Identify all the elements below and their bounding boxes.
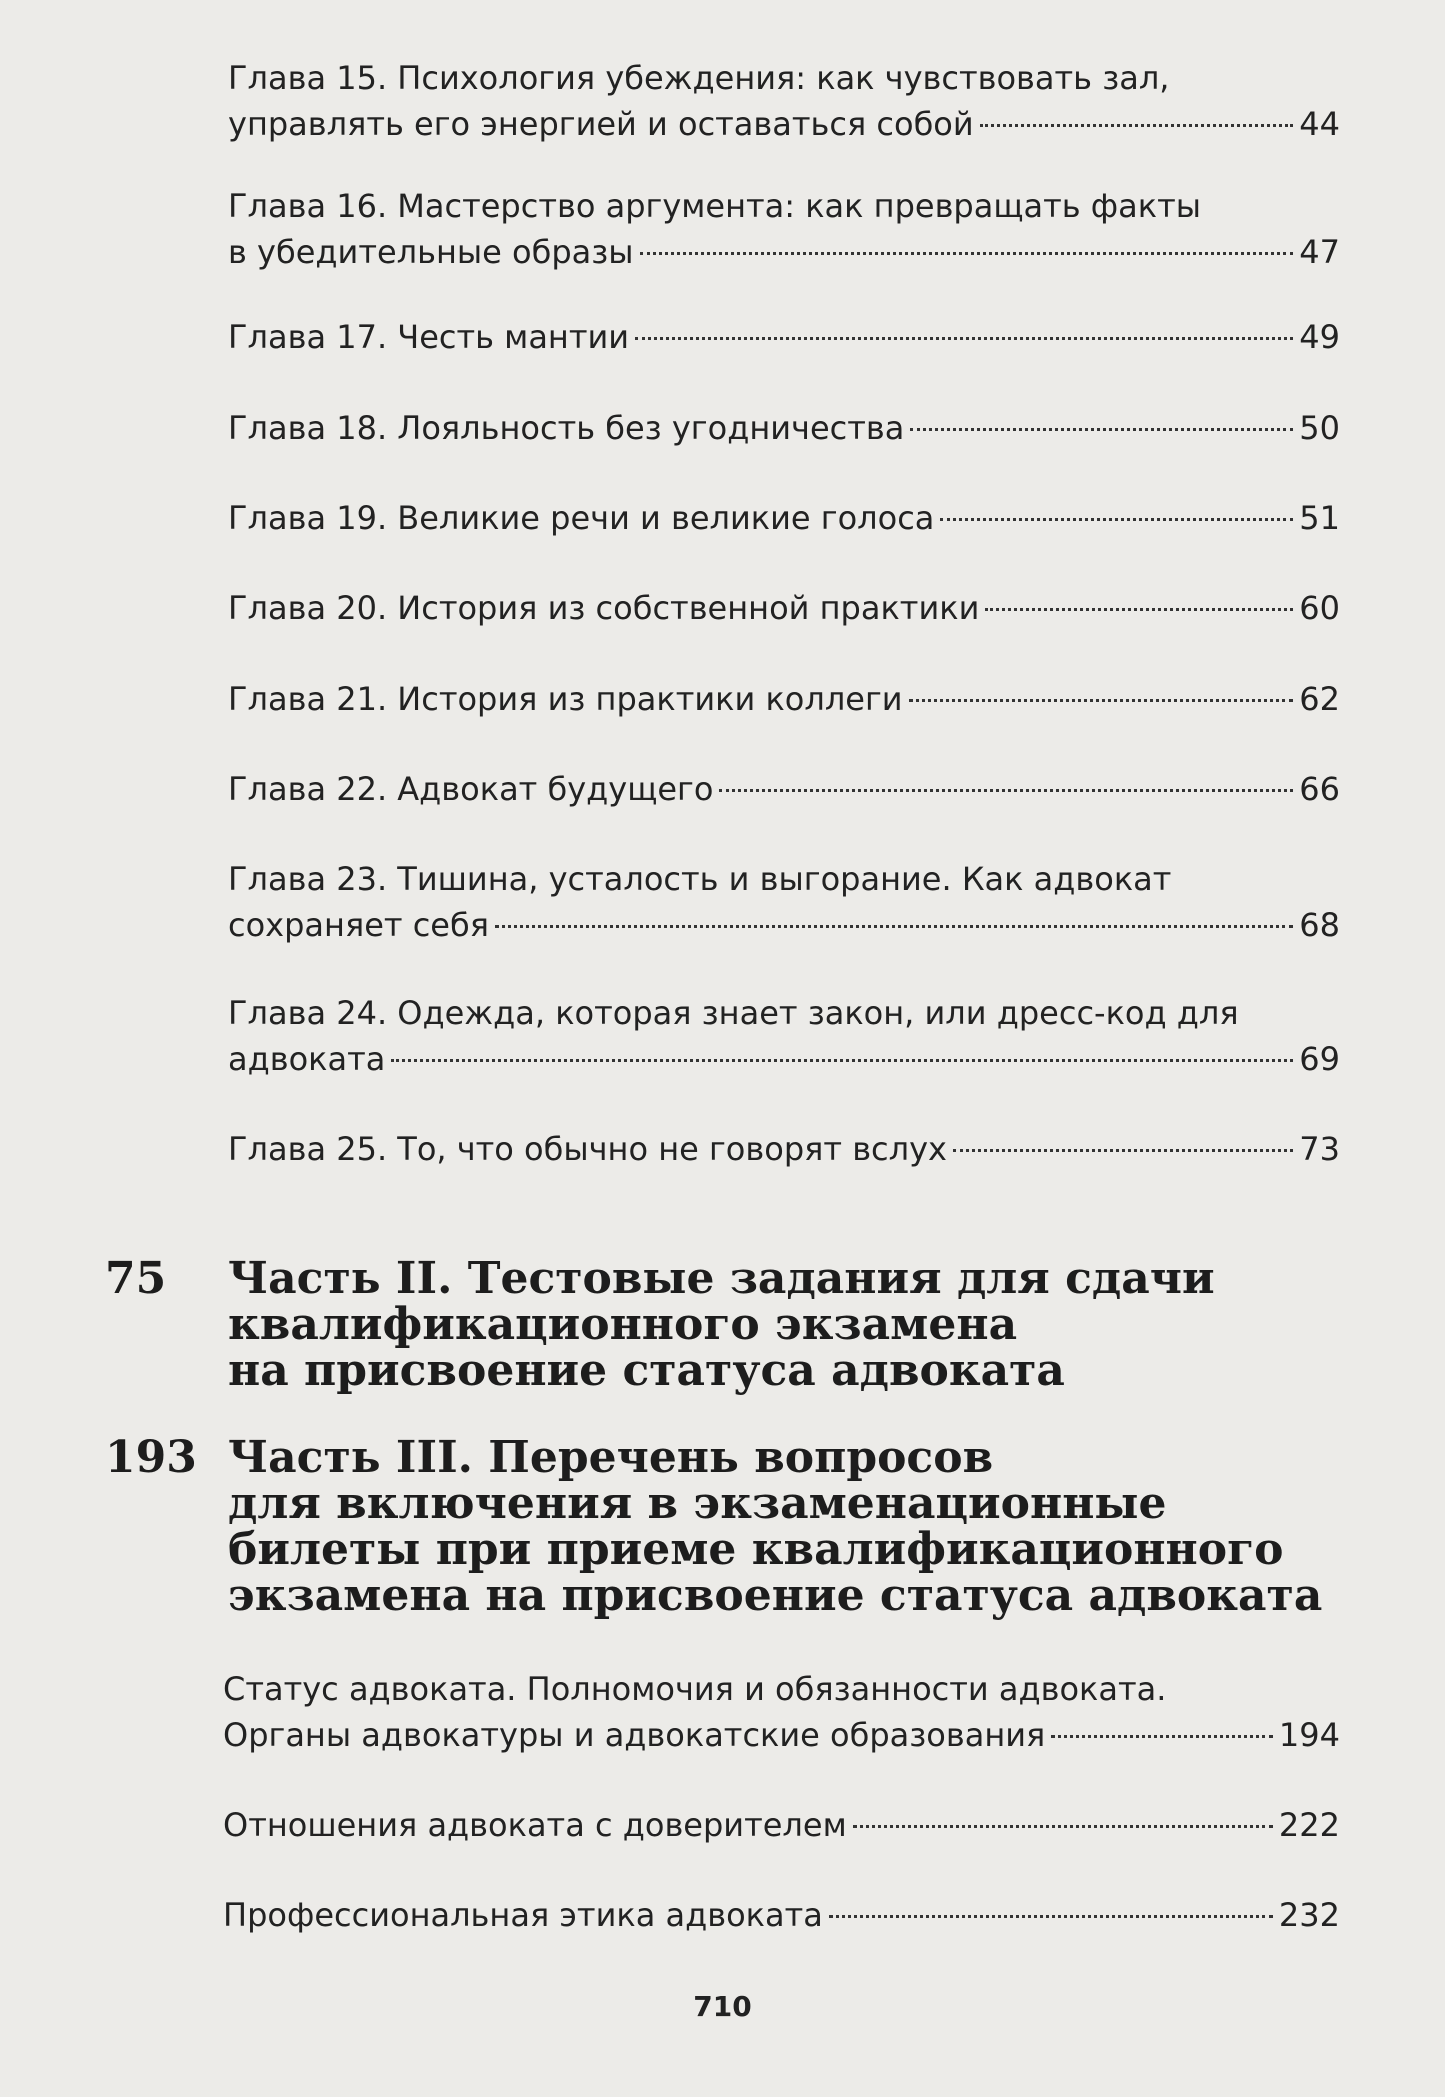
dot-leader [391,1059,1293,1062]
toc-entry-text: Глава 19. Великие речи и великие голоса [228,499,935,537]
toc-entry-text: Статус адвоката. Полномочия и обязанности адвоката. [223,1670,1167,1708]
part-title-line: Часть III. Перечень вопросов [228,1432,994,1483]
toc-entry-text: Глава 15. Психология убеждения: как чувствовать зал, [228,59,1170,97]
dot-leader [980,124,1294,127]
page-number: 60 [1299,589,1340,627]
toc-entry-text: Глава 18. Лояльность без угодничества [228,409,905,447]
page-number: 51 [1299,499,1340,537]
page-number: 69 [1299,1040,1340,1078]
toc-entry-text: Органы адвокатуры и адвокатские образования [223,1716,1046,1754]
toc-entry-chapter-23 [228,856,1340,948]
toc-entry-text: Глава 20. История из собственной практики [228,589,980,627]
dot-leader [1051,1735,1273,1738]
toc-entry-chapter-16 [228,183,1340,275]
toc-entry-text: Глава 24. Одежда, которая знает закон, или дресс-код для [228,994,1239,1032]
part-title-line: квалификационного экзамена [228,1299,1018,1350]
part-page-number: 75 [105,1253,167,1304]
dot-leader [853,1825,1273,1828]
toc-entry-text: Глава 16. Мастерство аргумента: как превращать факты [228,187,1201,225]
page-number: 62 [1299,680,1340,718]
toc-entry-text: в убедительные образы [228,233,634,271]
page-number: 66 [1299,770,1340,808]
toc-entry-chapter-24 [228,990,1340,1082]
page-number: 73 [1299,1130,1340,1168]
part-title-line: экзамена на присвоение статуса адвоката [228,1570,1323,1621]
toc-entry-chapter-20 [228,585,1340,631]
toc-entry-text: Глава 22. Адвокат будущего [228,770,714,808]
dot-leader [985,608,1293,611]
part-title-line: для включения в экзаменационные [228,1478,1167,1529]
part-title-line: на присвоение статуса адвоката [228,1345,1065,1396]
toc-entry-text: Глава 25. То, что обычно не говорят вслух [228,1130,947,1168]
toc-subentry-status [223,1666,1340,1758]
toc-entry-chapter-25 [228,1126,1340,1172]
part-title [228,1432,1323,1621]
toc-entry-text: Отношения адвоката с доверителем [223,1806,847,1844]
toc-entry-chapter-17 [228,314,1340,360]
dot-leader [953,1149,1293,1152]
dot-leader [495,925,1293,928]
toc-entry-chapter-19 [228,495,1340,541]
page-number: 49 [1299,318,1340,356]
dot-leader [940,518,1293,521]
dot-leader [910,428,1293,431]
part-page-number: 193 [105,1432,197,1483]
page-number: 232 [1278,1896,1340,1934]
toc-entry-text: управлять его энергией и оставаться собой [228,105,974,143]
dot-leader [909,699,1294,702]
toc-entry-chapter-22 [228,766,1340,812]
toc-entry-chapter-18 [228,405,1340,451]
page-number: 194 [1278,1716,1340,1754]
toc-entry-text: Глава 21. История из практики коллеги [228,680,903,718]
toc-subentry-ethics [223,1892,1340,1938]
page-number: 47 [1299,233,1340,271]
toc-entry-text: Глава 17. Честь мантии [228,318,630,356]
page-footer-number: 710 [693,1990,752,2023]
page-number: 68 [1299,906,1340,944]
toc-subentry-client-relations [223,1802,1340,1848]
dot-leader [719,789,1293,792]
toc-entry-chapter-21 [228,676,1340,722]
toc-entry-text: Глава 23. Тишина, усталость и выгорание. Как адвокат [228,860,1172,898]
toc-entry-text: сохраняет себя [228,906,489,944]
page-number: 222 [1278,1806,1340,1844]
toc-entry-chapter-15 [228,55,1340,147]
dot-leader [635,337,1293,340]
toc-entry-text: Профессиональная этика адвоката [223,1896,823,1934]
toc-entry-text: адвоката [228,1040,386,1078]
dot-leader [640,252,1294,255]
part-title-line: билеты при приеме квалификационного [228,1524,1284,1575]
page-number: 44 [1299,105,1340,143]
part-title [228,1253,1215,1396]
page-number: 50 [1299,409,1340,447]
dot-leader [829,1915,1273,1918]
part-title-line: Часть II. Тестовые задания для сдачи [228,1253,1215,1304]
